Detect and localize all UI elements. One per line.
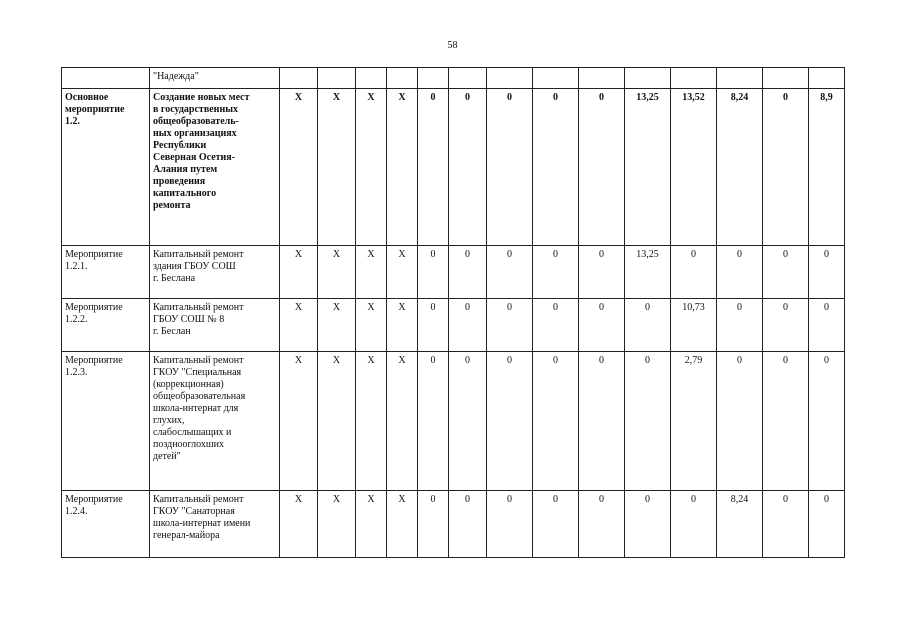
value-cell: 0 <box>533 89 579 246</box>
value-cell: Х <box>387 352 418 491</box>
value-cell <box>318 68 356 89</box>
measure-name: Мероприятие 1.2.2. <box>65 302 123 325</box>
value-cell: 13,25 <box>625 89 671 246</box>
value-cell: Х <box>280 491 318 558</box>
value-cell: 0 <box>809 246 845 299</box>
value-cell: 0 <box>809 352 845 491</box>
value-cell: Х <box>356 246 387 299</box>
value-cell <box>387 68 418 89</box>
value-cell: Х <box>318 299 356 352</box>
value-cell: 0 <box>418 89 449 246</box>
value-cell: 13,25 <box>625 246 671 299</box>
measure-name-cell <box>62 68 150 89</box>
table-row <box>62 68 845 89</box>
value-cell: 0 <box>671 491 717 558</box>
value-cell: 0 <box>418 352 449 491</box>
value-cell: 0 <box>671 246 717 299</box>
value-cell: 0 <box>449 491 487 558</box>
value-cell: Х <box>387 491 418 558</box>
measure-name-cell <box>62 352 150 491</box>
value-cell: 0 <box>763 89 809 246</box>
value-cell: Х <box>280 352 318 491</box>
table-row <box>62 299 845 352</box>
value-cell: 0 <box>763 352 809 491</box>
value-cell: 0 <box>418 246 449 299</box>
measure-description: Создание новых мест в государственных общеобразователь- ных организациях Республики Северная Осетия- Алания путем проведения капитального ремонта <box>153 92 250 211</box>
value-cell: 10,73 <box>671 299 717 352</box>
value-cell: Х <box>280 299 318 352</box>
measure-name: Мероприятие 1.2.1. <box>65 249 123 272</box>
value-cell <box>533 68 579 89</box>
measure-name: Мероприятие 1.2.3. <box>65 355 123 378</box>
measure-name-cell <box>62 491 150 558</box>
value-cell: 8,24 <box>717 89 763 246</box>
value-cell <box>418 68 449 89</box>
value-cell: 0 <box>449 89 487 246</box>
value-cell: 0 <box>449 352 487 491</box>
measure-name-cell <box>62 299 150 352</box>
measure-description-cell <box>150 299 280 352</box>
value-cell: Х <box>318 491 356 558</box>
measure-description: Капитальный ремонт здания ГБОУ СОШ г. Беслана <box>153 249 244 284</box>
value-cell: 0 <box>809 299 845 352</box>
table-row <box>62 491 845 558</box>
measure-description: Капитальный ремонт ГКОУ "Санаторная школа-интернат имени генерал-майора <box>153 494 251 541</box>
value-cell: Х <box>318 246 356 299</box>
value-cell: Х <box>318 89 356 246</box>
value-cell <box>449 68 487 89</box>
value-cell: Х <box>280 246 318 299</box>
value-cell: 0 <box>449 299 487 352</box>
value-cell: 0 <box>449 246 487 299</box>
value-cell: 0 <box>579 89 625 246</box>
value-cell: Х <box>356 352 387 491</box>
value-cell: 0 <box>717 246 763 299</box>
value-cell: 0 <box>487 89 533 246</box>
measure-name-cell <box>62 246 150 299</box>
value-cell: 0 <box>533 491 579 558</box>
measure-description: Капитальный ремонт ГБОУ СОШ № 8 г. Беслан <box>153 302 244 337</box>
value-cell: Х <box>387 299 418 352</box>
value-cell <box>671 68 717 89</box>
value-cell: 0 <box>717 299 763 352</box>
value-cell: 2,79 <box>671 352 717 491</box>
value-cell: 0 <box>418 299 449 352</box>
value-cell: Х <box>356 491 387 558</box>
value-cell: 0 <box>763 491 809 558</box>
value-cell: 0 <box>809 491 845 558</box>
measure-name: Основное мероприятие 1.2. <box>65 92 125 127</box>
value-cell: 0 <box>533 246 579 299</box>
value-cell <box>487 68 533 89</box>
value-cell: 0 <box>579 299 625 352</box>
value-cell <box>763 68 809 89</box>
value-cell <box>717 68 763 89</box>
value-cell: Х <box>387 246 418 299</box>
value-cell <box>625 68 671 89</box>
value-cell: 0 <box>625 299 671 352</box>
value-cell: 8,9 <box>809 89 845 246</box>
value-cell: 0 <box>579 352 625 491</box>
value-cell: 8,24 <box>717 491 763 558</box>
value-cell: Х <box>387 89 418 246</box>
value-cell: 0 <box>533 299 579 352</box>
measure-name-cell <box>62 89 150 246</box>
measure-description: "Надежда" <box>153 71 199 82</box>
value-cell: Х <box>318 352 356 491</box>
table-body <box>62 68 845 558</box>
value-cell: 0 <box>625 352 671 491</box>
value-cell: 0 <box>487 246 533 299</box>
value-cell <box>356 68 387 89</box>
table-row <box>62 352 845 491</box>
value-cell: 0 <box>487 352 533 491</box>
value-cell <box>809 68 845 89</box>
value-cell: 0 <box>625 491 671 558</box>
value-cell <box>280 68 318 89</box>
value-cell: 0 <box>717 352 763 491</box>
value-cell: 13,52 <box>671 89 717 246</box>
measure-description-cell <box>150 352 280 491</box>
value-cell: Х <box>280 89 318 246</box>
value-cell: 0 <box>763 299 809 352</box>
value-cell: 0 <box>579 246 625 299</box>
measure-description-cell <box>150 68 280 89</box>
measure-description-cell <box>150 246 280 299</box>
measure-description-cell <box>150 491 280 558</box>
value-cell: 0 <box>487 299 533 352</box>
value-cell: Х <box>356 299 387 352</box>
value-cell: 0 <box>533 352 579 491</box>
measure-description: Капитальный ремонт ГКОУ "Специальная (коррекционная) общеобразовательная школа-интернат для глухих, слабослышащих и позднооглохших детей" <box>153 355 246 462</box>
measure-description-cell <box>150 89 280 246</box>
value-cell: 0 <box>487 491 533 558</box>
page-number: 58 <box>447 40 458 51</box>
value-cell: 0 <box>763 246 809 299</box>
table-row <box>62 246 845 299</box>
table-row <box>62 89 845 246</box>
value-cell: 0 <box>579 491 625 558</box>
budget-table <box>61 67 845 558</box>
measure-name: Мероприятие 1.2.4. <box>65 494 123 517</box>
value-cell: 0 <box>418 491 449 558</box>
value-cell <box>579 68 625 89</box>
value-cell: Х <box>356 89 387 246</box>
